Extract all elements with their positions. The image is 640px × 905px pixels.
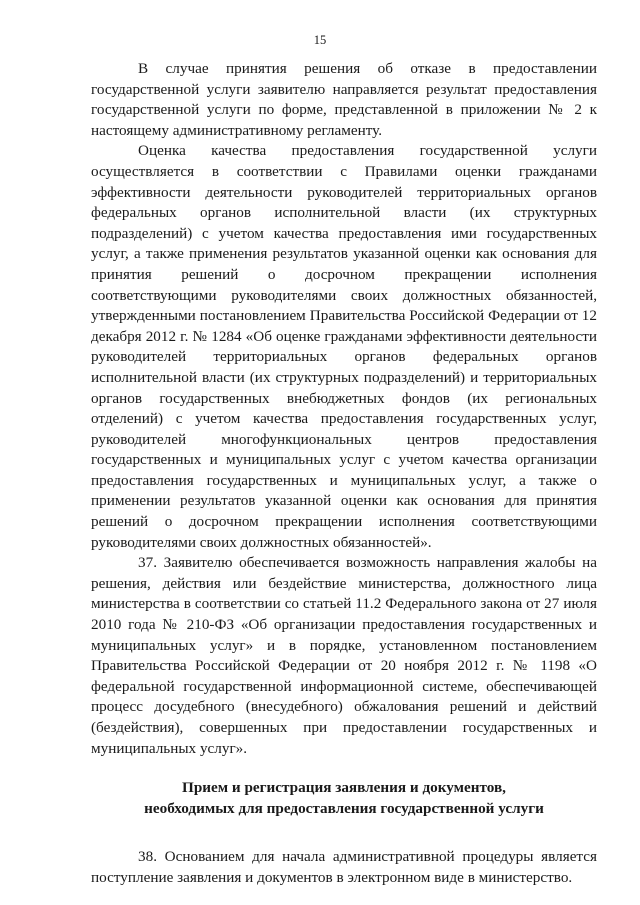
section-heading-line-1: Прием и регистрация заявления и документов,: [182, 779, 506, 797]
paragraph-quality-assessment: Оценка качества предоставления государственной услуги осуществляется в соответствии с Правилами оценки гражданами эффективности деятельности руководителей территориальных органов федеральных органов исполнительной власти (их структурных подразделений) с учетом качества предоставления ими государственных услуг, а также применения результатов указанной оценки как основания для принятия решений о досрочном прекращении исполнения соответствующими руководителями своих должностных обязанностей, утвержденными постановлением Правительства Российской Федерации от 12 декабря 2012 г. № 1284 «Об оценке гражданами эффективности деятельности руководителей территориальных органов федеральных органов исполнительной власти (их структурных подразделений) и территориальных органов государственных внебюджетных фондов (их региональных отделений) с учетом качества предоставления государственных услуг, руководителей многофункциональных центров предоставления государственных и муниципальных услуг с учетом качества организации предоставления государственных и муниципальных услуг, а также о применении результатов указанной оценки как основания для принятия решений о досрочном прекращении исполнения соответствующими руководителями своих должностных обязанностей».: [91, 142, 597, 551]
section-heading: [91, 778, 597, 819]
paragraph-refusal-result: В случае принятия решения об отказе в предоставлении государственной услуги заявителю направляется результат предоставления государственной услуги по форме, представленной в приложении № 2 к настоящему административному регламенту.: [91, 60, 597, 139]
paragraph-37-complaint: 37. Заявителю обеспечивается возможность направления жалобы на решения, действия или бездействие министерства, должностного лица министерства в соответствии со статьей 11.2 Федерального закона от 27 июля 2010 года № 210-ФЗ «Об организации предоставления государственных и муниципальных услуг» и в порядке, установленном постановлением Правительства Российской Федерации от 20 ноября 2012 г. № 1198 «О федеральной государственной информационной системе, обеспечивающей процесс досудебного (внесудебного) обжалования решений и действий (бездействия), совершенных при предоставлении государственных и муниципальных услуг».: [91, 554, 597, 757]
page-number: 15: [313, 33, 327, 47]
document-body: [91, 59, 597, 889]
paragraph-38-basis: 38. Основанием для начала административной процедуры является поступление заявления и документов в электронном виде в министерство.: [91, 848, 597, 886]
section-heading-line-2: необходимых для предоставления государственной услуги: [144, 799, 544, 817]
